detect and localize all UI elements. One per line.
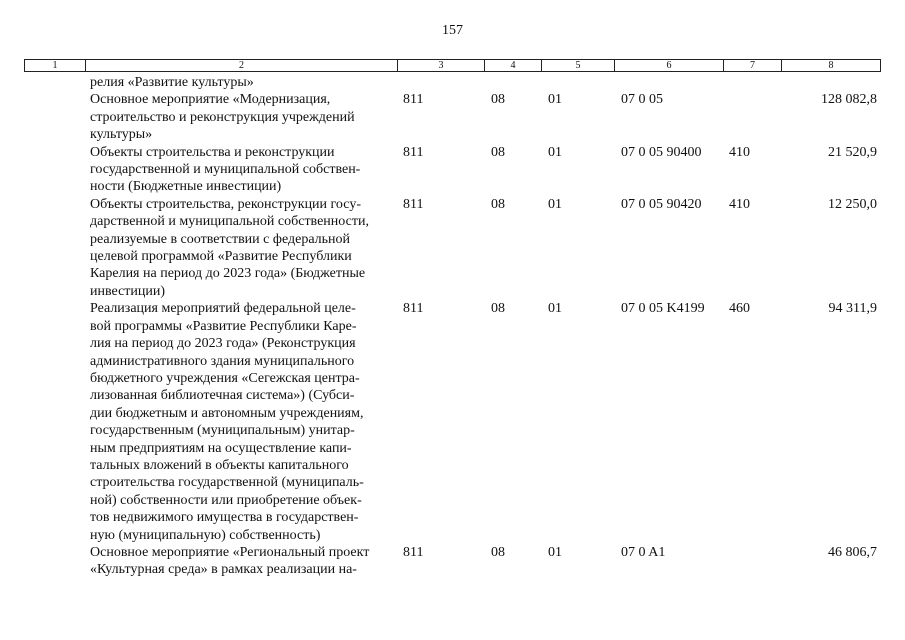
header-col-2: 2: [86, 60, 398, 72]
row-name: [90, 91, 395, 143]
row-name-line: ности (Бюджетные инвестиции): [90, 179, 282, 195]
header-row: [25, 60, 881, 72]
row-name-line: лия на период до 2023 года» (Реконструкция: [90, 336, 356, 352]
amount: 46 806,7: [828, 544, 877, 560]
table-row: [0, 74, 905, 91]
expense-type-code: 460: [729, 301, 750, 317]
table-row: [0, 300, 905, 544]
row-name-line: Основное мероприятие «Региональный проект: [90, 544, 370, 560]
ministry-code: 811: [403, 301, 424, 317]
row-name: [90, 300, 395, 544]
row-name-line: «Культурная среда» в рамках реализации на-: [90, 562, 357, 578]
table-row: [0, 196, 905, 300]
section-code: 08: [491, 544, 505, 560]
row-name-line: культуры»: [90, 127, 153, 143]
row-name-line: административного здания муниципального: [90, 353, 355, 369]
table-row: [0, 91, 905, 143]
expense-type-code: 410: [729, 196, 750, 212]
header-col-4: 4: [485, 60, 542, 72]
row-name-line: тов недвижимого имущества в государствен-: [90, 510, 359, 526]
table-row: [0, 544, 905, 579]
page-number: 157: [442, 23, 463, 38]
amount: 12 250,0: [828, 196, 877, 212]
header-col-6: 6: [615, 60, 724, 72]
ministry-code: 811: [403, 92, 424, 108]
row-name-line: строительства государственной (муниципаль-: [90, 475, 364, 491]
amount: 94 311,9: [828, 301, 877, 317]
row-name-line: ную (муниципальную) собственность): [90, 527, 321, 543]
subsection-code: 01: [548, 544, 562, 560]
header-col-1: 1: [25, 60, 86, 72]
subsection-code: 01: [548, 92, 562, 108]
header-col-3: 3: [398, 60, 485, 72]
table-row: [0, 144, 905, 196]
column-number-header: [24, 59, 881, 72]
row-name: [90, 74, 395, 91]
budget-table-body: [0, 74, 905, 579]
row-name-line: ной) собственности или приобретение объек-: [90, 492, 362, 508]
target-article-code: 07 0 05 90420: [621, 196, 702, 212]
row-name-line: Объекты строительства и реконструкции: [90, 144, 335, 160]
target-article-code: 07 0 A1: [621, 544, 666, 560]
header-col-5: 5: [542, 60, 615, 72]
target-article-code: 07 0 05: [621, 92, 663, 108]
row-name-line: лизованная библиотечная система») (Субси-: [90, 388, 355, 404]
target-article-code: 07 0 05 K4199: [621, 301, 705, 317]
row-name-line: инвестиции): [90, 283, 166, 299]
row-name-line: дарственной и муниципальной собственности,: [90, 214, 369, 230]
amount: 21 520,9: [828, 144, 877, 160]
row-name-line: Реализация мероприятий федеральной целе-: [90, 301, 356, 317]
row-name-line: Объекты строительства, реконструкции госу-: [90, 196, 361, 212]
expense-type-code: 410: [729, 144, 750, 160]
subsection-code: 01: [548, 196, 562, 212]
ministry-code: 811: [403, 196, 424, 212]
row-name-line: государственной и муниципальной собствен-: [90, 162, 361, 178]
amount: 128 082,8: [821, 92, 877, 108]
row-name-line: строительство и реконструкция учреждений: [90, 109, 355, 125]
row-name-line: бюджетного учреждения «Сегежская центра-: [90, 370, 360, 386]
section-code: 08: [491, 301, 505, 317]
ministry-code: 811: [403, 544, 424, 560]
row-name: [90, 144, 395, 196]
row-name-line: государственным (муниципальным) унитар-: [90, 423, 355, 439]
row-name-line: Карелия на период до 2023 года» (Бюджетные: [90, 266, 366, 282]
subsection-code: 01: [548, 144, 562, 160]
row-name-line: Основное мероприятие «Модернизация,: [90, 92, 331, 108]
row-name-line: вой программы «Развитие Республики Каре-: [90, 318, 357, 334]
row-name-line: ным предприятиям на осуществление капи-: [90, 440, 352, 456]
section-code: 08: [491, 144, 505, 160]
header-col-7: 7: [724, 60, 782, 72]
ministry-code: 811: [403, 144, 424, 160]
row-name: [90, 544, 395, 579]
header-col-8: 8: [782, 60, 881, 72]
section-code: 08: [491, 196, 505, 212]
target-article-code: 07 0 05 90400: [621, 144, 702, 160]
row-name-line: дии бюджетным и автономным учреждениям,: [90, 405, 364, 421]
row-name-line: реализуемые в соответствии с федеральной: [90, 231, 351, 247]
row-name-line: релия «Развитие культуры»: [90, 75, 254, 90]
row-name: [90, 196, 395, 300]
row-name-line: целевой программой «Развитие Республики: [90, 249, 352, 265]
section-code: 08: [491, 92, 505, 108]
row-name-line: тальных вложений в объекты капитального: [90, 457, 349, 473]
subsection-code: 01: [548, 301, 562, 317]
